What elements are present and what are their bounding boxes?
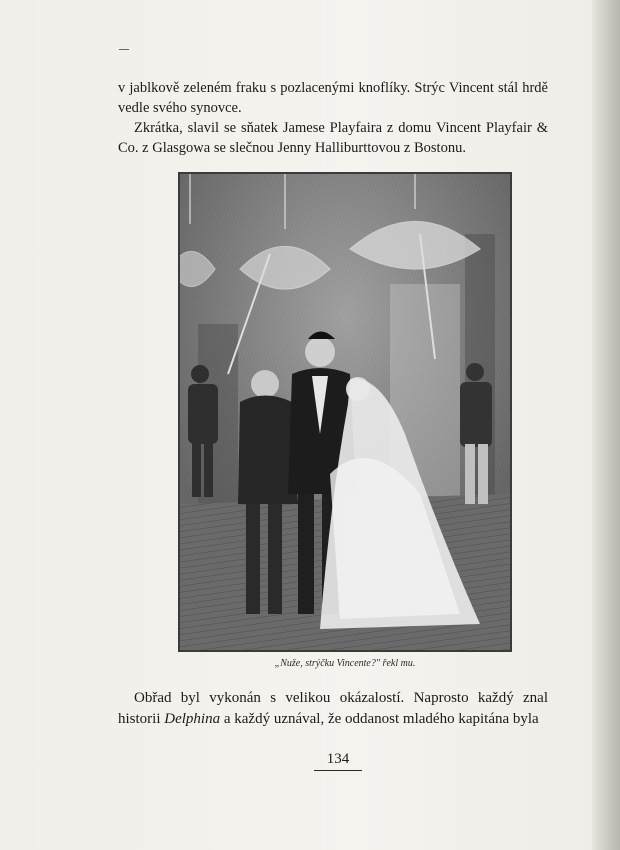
paragraph-3	[118, 688, 548, 730]
page-mark	[119, 49, 129, 50]
wedding-engraving	[178, 172, 512, 652]
ship-name: Delphina	[164, 711, 221, 727]
paragraph-3-text-a: Obřad byl vykonán s velikou okázalostí. Naprosto každý znal historii	[118, 690, 548, 727]
paragraph-1: v jablkově zeleném fraku s pozlacenými knoflíky. Strýc Vincent stál hrdě vedle svého synovce.	[118, 80, 548, 116]
page-edge-shadow	[592, 0, 620, 850]
figure-caption: „Nuže, strýčku Vincente?" řekl mu.	[274, 658, 416, 669]
paragraph-3-text-b: a každý uznával, že oddanost mladého kapitána byla	[220, 711, 539, 727]
paragraph-2: Zkrátka, slavil se sňatek Jamese Playfaira z domu Vincent Playfair & Co. z Glasgowa se slečnou Jenny Halliburttovou z Bostonu.	[118, 120, 548, 156]
page-number: 134	[314, 751, 362, 771]
